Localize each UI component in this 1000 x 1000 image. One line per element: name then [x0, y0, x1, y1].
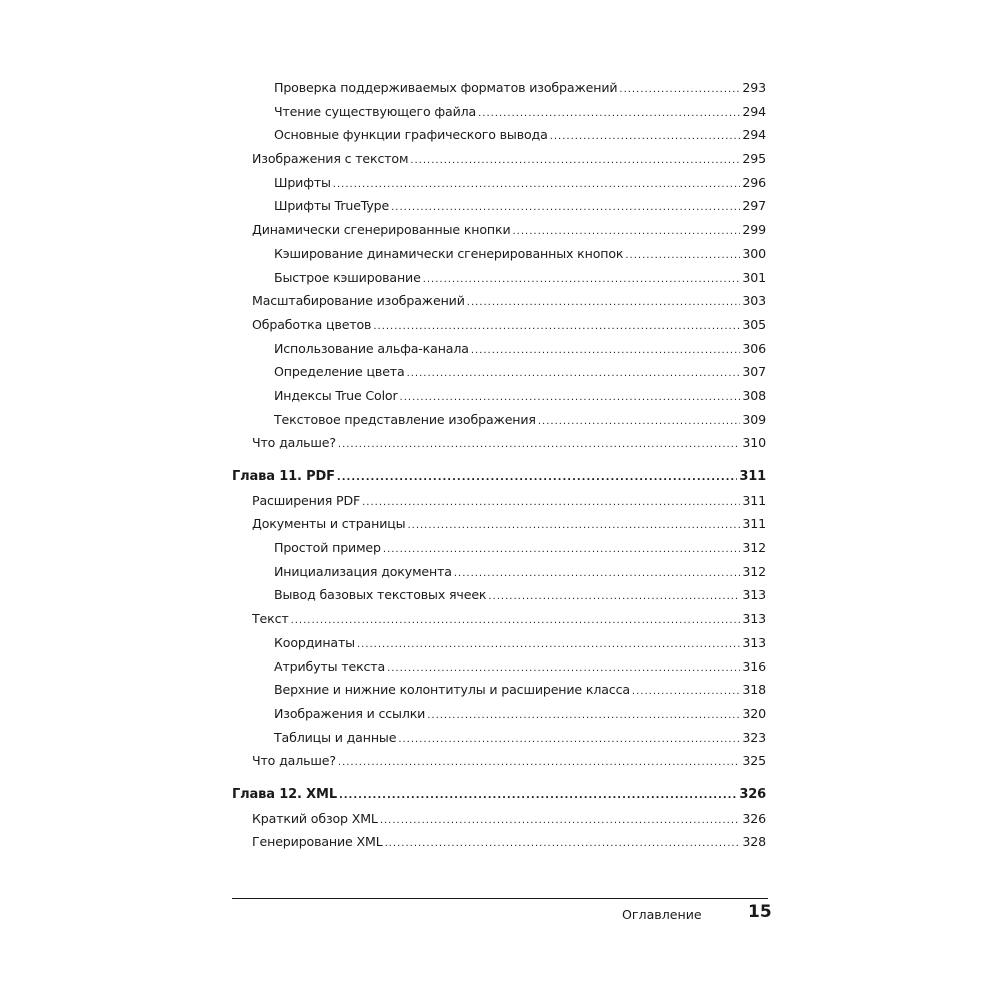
toc-dot-leader	[478, 108, 740, 119]
toc-dot-leader	[632, 686, 740, 697]
toc-entry	[232, 127, 766, 151]
toc-entry	[232, 388, 766, 412]
toc-entry-title: Расширения PDF	[252, 492, 361, 508]
toc-dot-leader	[400, 392, 741, 403]
toc-dot-leader	[339, 790, 737, 801]
toc-dot-leader	[291, 615, 741, 626]
toc-entry	[232, 270, 766, 294]
table-of-contents	[232, 80, 766, 858]
toc-dot-leader	[380, 815, 741, 826]
toc-entry	[232, 730, 766, 754]
toc-entry	[232, 493, 766, 517]
toc-dot-leader	[513, 226, 741, 237]
toc-entry	[232, 175, 766, 199]
toc-entry-title: Проверка поддерживаемых форматов изображений	[274, 80, 618, 95]
toc-entry-page: 301	[742, 269, 766, 285]
toc-entry-page: 311	[739, 469, 766, 484]
toc-dot-leader	[407, 368, 741, 379]
toc-entry-title: Что дальше?	[252, 753, 336, 769]
toc-entry-page: 325	[742, 753, 766, 769]
toc-entry-title: Индексы True Color	[274, 387, 398, 403]
toc-entry-page: 308	[742, 387, 766, 403]
toc-dot-leader	[454, 568, 741, 579]
toc-entry-title: Обработка цветов	[252, 316, 372, 332]
toc-dot-leader	[383, 544, 741, 555]
toc-entry	[232, 811, 766, 835]
toc-entry	[232, 564, 766, 588]
toc-entry-title: Координаты	[274, 634, 355, 650]
chapter-gap	[232, 459, 766, 469]
toc-dot-leader	[427, 710, 740, 721]
toc-entry-title: Таблицы и данные	[274, 729, 397, 745]
toc-entry-title: Быстрое кэширование	[274, 269, 421, 285]
toc-entry-page: 293	[742, 80, 766, 95]
toc-entry-page: 300	[742, 245, 766, 261]
toc-entry-title: Изображения и ссылки	[274, 705, 426, 721]
toc-entry-page: 305	[742, 316, 766, 332]
toc-entry-page: 326	[742, 810, 766, 826]
toc-dot-leader	[619, 84, 740, 95]
toc-entry-page: 313	[742, 611, 766, 627]
toc-dot-leader	[471, 345, 741, 356]
toc-entry	[232, 540, 766, 564]
toc-entry-title: Краткий обзор XML	[252, 810, 378, 826]
toc-entry-title: Изображения с текстом	[252, 151, 409, 167]
toc-entry-page: 311	[742, 492, 766, 508]
toc-entry	[232, 246, 766, 270]
toc-entry	[232, 341, 766, 365]
toc-entry	[232, 222, 766, 246]
toc-entry-page: 320	[742, 705, 766, 721]
toc-entry-page: 294	[742, 103, 766, 119]
toc-dot-leader	[357, 639, 740, 650]
toc-dot-leader	[362, 497, 740, 508]
toc-entry-title: Глава 11. PDF	[232, 469, 335, 484]
toc-entry	[232, 659, 766, 683]
toc-entry-page: 318	[742, 682, 766, 698]
toc-dot-leader	[410, 155, 740, 166]
toc-dot-leader	[550, 131, 741, 142]
toc-entry-title: Шрифты TrueType	[274, 198, 390, 214]
toc-entry-page: 297	[742, 198, 766, 214]
toc-entry-page: 306	[742, 340, 766, 356]
toc-entry-title: Глава 12. XML	[232, 786, 337, 802]
toc-entry-title: Кэширование динамически сгенерированных кнопок	[274, 245, 624, 261]
toc-entry	[232, 364, 766, 388]
toc-entry-page: 312	[742, 563, 766, 579]
toc-entry-title: Простой пример	[274, 540, 381, 556]
toc-entry-page: 312	[742, 540, 766, 556]
toc-entry-page: 316	[742, 658, 766, 674]
toc-entry-title: Документы и страницы	[252, 516, 406, 532]
toc-entry-title: Чтение существующего файла	[274, 103, 477, 119]
toc-entry-page: 311	[742, 516, 766, 532]
toc-entry-page: 323	[742, 729, 766, 745]
toc-entry-page: 303	[742, 293, 766, 309]
toc-entry-page: 294	[742, 127, 766, 143]
toc-entry	[232, 317, 766, 341]
toc-entry-page: 313	[742, 587, 766, 603]
toc-entry-title: Использование альфа-канала	[274, 340, 469, 356]
toc-entry-title: Верхние и нижние колонтитулы и расширение класса	[274, 682, 630, 698]
toc-entry-title: Текст	[252, 611, 289, 627]
toc-entry	[232, 682, 766, 706]
toc-dot-leader	[337, 472, 737, 483]
toc-dot-leader	[423, 274, 741, 285]
toc-dot-leader	[538, 416, 741, 427]
toc-dot-leader	[488, 591, 740, 602]
toc-entry	[232, 151, 766, 175]
footer-section-label: Оглавление	[622, 907, 702, 922]
toc-entry-title: Что дальше?	[252, 435, 336, 451]
footer-page-number: 15	[748, 902, 772, 922]
toc-entry-page: 307	[742, 364, 766, 380]
toc-entry-title: Текстовое представление изображения	[274, 411, 536, 427]
toc-entry-title: Шрифты	[274, 174, 331, 190]
toc-entry	[232, 104, 766, 128]
toc-dot-leader	[398, 734, 740, 745]
toc-entry	[232, 611, 766, 635]
toc-entry	[232, 834, 766, 858]
toc-dot-leader	[338, 757, 741, 768]
toc-entry	[232, 435, 766, 459]
chapter-gap	[232, 777, 766, 787]
toc-dot-leader	[385, 838, 741, 849]
toc-dot-leader	[625, 250, 740, 261]
toc-dot-leader	[391, 202, 740, 213]
toc-entry-page: 313	[742, 634, 766, 650]
toc-chapter-entry	[232, 787, 766, 811]
toc-dot-leader	[333, 179, 741, 190]
toc-dot-leader	[407, 520, 740, 531]
toc-entry-title: Масштабирование изображений	[252, 293, 465, 309]
toc-entry-page: 326	[739, 786, 766, 802]
toc-entry	[232, 635, 766, 659]
footer-divider	[232, 898, 768, 899]
toc-entry-page: 310	[742, 435, 766, 451]
toc-entry-title: Определение цвета	[274, 364, 405, 380]
toc-dot-leader	[467, 297, 741, 308]
toc-entry	[232, 706, 766, 730]
toc-entry-title: Атрибуты текста	[274, 658, 386, 674]
toc-entry-title: Генерирование XML	[252, 834, 383, 850]
toc-entry	[232, 753, 766, 777]
toc-entry-title: Вывод базовых текстовых ячеек	[274, 587, 487, 603]
toc-dot-leader	[387, 663, 740, 674]
toc-entry-page: 295	[742, 151, 766, 167]
toc-entry-title: Динамически сгенерированные кнопки	[252, 222, 511, 238]
toc-entry-title: Основные функции графического вывода	[274, 127, 548, 143]
toc-entry-page: 328	[742, 834, 766, 850]
toc-entry	[232, 293, 766, 317]
toc-dot-leader	[338, 439, 741, 450]
toc-entry-page: 299	[742, 222, 766, 238]
toc-entry	[232, 516, 766, 540]
toc-entry	[232, 412, 766, 436]
toc-entry-page: 309	[742, 411, 766, 427]
toc-entry	[232, 587, 766, 611]
toc-entry	[232, 80, 766, 104]
toc-dot-leader	[373, 321, 740, 332]
toc-entry-title: Инициализация документа	[274, 563, 452, 579]
toc-entry-page: 296	[742, 174, 766, 190]
toc-entry	[232, 198, 766, 222]
toc-chapter-entry	[232, 469, 766, 493]
